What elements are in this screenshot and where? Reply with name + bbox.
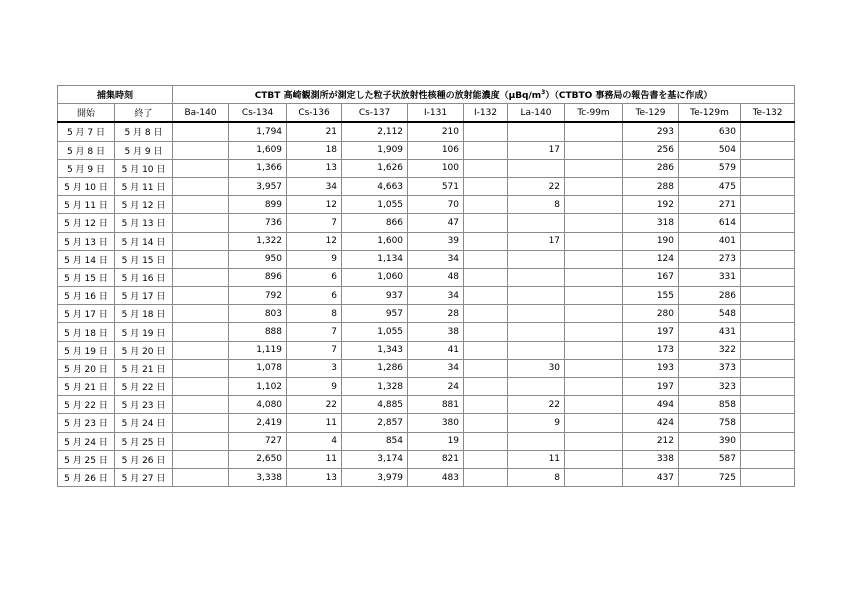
value-cell: 11	[508, 450, 565, 468]
value-cell: 736	[229, 214, 287, 232]
value-cell	[565, 414, 623, 432]
value-cell	[173, 141, 229, 159]
value-cell: 1,102	[229, 378, 287, 396]
value-cell	[173, 450, 229, 468]
value-cell: 1,328	[342, 378, 408, 396]
value-cell: 48	[408, 268, 464, 286]
value-cell	[173, 122, 229, 141]
value-cell: 4,885	[342, 396, 408, 414]
value-cell: 18	[287, 141, 342, 159]
value-cell	[464, 323, 508, 341]
value-cell: 34	[408, 250, 464, 268]
value-cell: 373	[679, 359, 741, 377]
value-cell: 106	[408, 141, 464, 159]
date-cell: 5 月 21 日	[115, 359, 173, 377]
value-cell: 630	[679, 122, 741, 141]
value-cell: 401	[679, 232, 741, 250]
column-header: Te-132	[741, 104, 795, 123]
radioactivity-table	[57, 85, 795, 487]
value-cell: 331	[679, 268, 741, 286]
date-cell: 5 月 13 日	[58, 232, 115, 250]
value-cell: 1,322	[229, 232, 287, 250]
value-cell	[464, 214, 508, 232]
date-cell: 5 月 16 日	[58, 287, 115, 305]
value-cell	[173, 287, 229, 305]
date-cell: 5 月 22 日	[115, 378, 173, 396]
table-row	[58, 122, 795, 141]
date-cell: 5 月 12 日	[58, 214, 115, 232]
value-cell	[508, 378, 565, 396]
table-row	[58, 378, 795, 396]
value-cell	[741, 159, 795, 177]
value-cell: 338	[623, 450, 679, 468]
table-row	[58, 214, 795, 232]
table-body	[58, 122, 795, 486]
value-cell: 792	[229, 287, 287, 305]
value-cell	[741, 359, 795, 377]
value-cell: 4	[287, 432, 342, 450]
value-cell	[741, 141, 795, 159]
value-cell: 1,609	[229, 141, 287, 159]
value-cell	[565, 250, 623, 268]
column-header: Te-129m	[679, 104, 741, 123]
value-cell: 821	[408, 450, 464, 468]
value-cell	[565, 177, 623, 195]
value-cell: 475	[679, 177, 741, 195]
value-cell: 155	[623, 287, 679, 305]
value-cell	[741, 177, 795, 195]
value-cell: 504	[679, 141, 741, 159]
value-cell: 22	[508, 396, 565, 414]
value-cell: 725	[679, 468, 741, 486]
value-cell: 380	[408, 414, 464, 432]
column-header: Te-129	[623, 104, 679, 123]
value-cell: 21	[287, 122, 342, 141]
value-cell: 173	[623, 341, 679, 359]
value-cell: 431	[679, 323, 741, 341]
value-cell	[565, 287, 623, 305]
value-cell	[741, 378, 795, 396]
value-cell	[464, 378, 508, 396]
value-cell	[173, 432, 229, 450]
value-cell: 4,080	[229, 396, 287, 414]
column-header: Cs-137	[342, 104, 408, 123]
table-row	[58, 341, 795, 359]
value-cell: 896	[229, 268, 287, 286]
value-cell	[565, 268, 623, 286]
value-cell: 17	[508, 232, 565, 250]
value-cell: 271	[679, 196, 741, 214]
value-cell: 3,174	[342, 450, 408, 468]
value-cell	[565, 378, 623, 396]
value-cell: 167	[623, 268, 679, 286]
value-cell	[565, 305, 623, 323]
value-cell	[173, 468, 229, 486]
column-header: 開始	[58, 104, 115, 123]
value-cell	[508, 214, 565, 232]
value-cell: 858	[679, 396, 741, 414]
value-cell: 273	[679, 250, 741, 268]
column-header: 終了	[115, 104, 173, 123]
value-cell	[741, 287, 795, 305]
table-row	[58, 468, 795, 486]
column-header: Tc-99m	[565, 104, 623, 123]
value-cell	[464, 287, 508, 305]
value-cell: 424	[623, 414, 679, 432]
value-cell: 2,857	[342, 414, 408, 432]
value-cell: 1,078	[229, 359, 287, 377]
value-cell	[173, 378, 229, 396]
value-cell: 1,343	[342, 341, 408, 359]
value-cell: 1,366	[229, 159, 287, 177]
value-cell: 758	[679, 414, 741, 432]
value-cell: 322	[679, 341, 741, 359]
value-cell	[565, 141, 623, 159]
value-cell	[464, 341, 508, 359]
value-cell: 11	[287, 414, 342, 432]
value-cell: 22	[508, 177, 565, 195]
value-cell: 24	[408, 378, 464, 396]
value-cell: 190	[623, 232, 679, 250]
value-cell	[741, 450, 795, 468]
column-header: I-132	[464, 104, 508, 123]
value-cell	[173, 359, 229, 377]
table-row	[58, 414, 795, 432]
value-cell: 3,979	[342, 468, 408, 486]
date-cell: 5 月 11 日	[115, 177, 173, 195]
value-cell: 571	[408, 177, 464, 195]
date-cell: 5 月 8 日	[115, 122, 173, 141]
value-cell: 124	[623, 250, 679, 268]
table-row	[58, 232, 795, 250]
value-cell: 210	[408, 122, 464, 141]
table-row	[58, 359, 795, 377]
value-cell: 30	[508, 359, 565, 377]
table-row	[58, 268, 795, 286]
value-cell: 6	[287, 287, 342, 305]
date-cell: 5 月 27 日	[115, 468, 173, 486]
date-cell: 5 月 24 日	[58, 432, 115, 450]
value-cell	[508, 341, 565, 359]
value-cell: 727	[229, 432, 287, 450]
value-cell	[508, 323, 565, 341]
value-cell: 22	[287, 396, 342, 414]
value-cell: 579	[679, 159, 741, 177]
date-cell: 5 月 25 日	[115, 432, 173, 450]
value-cell: 1,626	[342, 159, 408, 177]
value-cell	[565, 450, 623, 468]
value-cell	[741, 232, 795, 250]
value-cell: 866	[342, 214, 408, 232]
value-cell: 2,419	[229, 414, 287, 432]
value-cell	[565, 341, 623, 359]
value-cell: 548	[679, 305, 741, 323]
value-cell: 70	[408, 196, 464, 214]
value-cell: 1,134	[342, 250, 408, 268]
value-cell: 803	[229, 305, 287, 323]
value-cell	[464, 122, 508, 141]
value-cell: 288	[623, 177, 679, 195]
value-cell: 197	[623, 378, 679, 396]
date-cell: 5 月 14 日	[58, 250, 115, 268]
date-cell: 5 月 16 日	[115, 268, 173, 286]
value-cell: 7	[287, 341, 342, 359]
value-cell	[464, 159, 508, 177]
value-cell	[508, 159, 565, 177]
value-cell	[464, 177, 508, 195]
value-cell: 854	[342, 432, 408, 450]
value-cell: 13	[287, 468, 342, 486]
value-cell: 1,794	[229, 122, 287, 141]
value-cell	[741, 432, 795, 450]
collection-time-header: 捕集時刻	[58, 86, 173, 104]
value-cell	[464, 396, 508, 414]
value-cell	[464, 359, 508, 377]
value-cell: 280	[623, 305, 679, 323]
value-cell	[565, 122, 623, 141]
value-cell: 9	[287, 250, 342, 268]
value-cell: 3,957	[229, 177, 287, 195]
value-cell: 286	[623, 159, 679, 177]
value-cell: 9	[508, 414, 565, 432]
value-cell	[173, 159, 229, 177]
value-cell: 483	[408, 468, 464, 486]
date-cell: 5 月 15 日	[58, 268, 115, 286]
table-row	[58, 305, 795, 323]
value-cell: 286	[679, 287, 741, 305]
value-cell	[508, 268, 565, 286]
value-cell: 587	[679, 450, 741, 468]
value-cell	[464, 141, 508, 159]
date-cell: 5 月 23 日	[115, 396, 173, 414]
value-cell	[741, 214, 795, 232]
value-cell	[173, 177, 229, 195]
value-cell	[464, 232, 508, 250]
value-cell: 193	[623, 359, 679, 377]
date-cell: 5 月 7 日	[58, 122, 115, 141]
value-cell: 11	[287, 450, 342, 468]
value-cell	[565, 232, 623, 250]
value-cell	[565, 468, 623, 486]
value-cell: 3,338	[229, 468, 287, 486]
value-cell: 1,055	[342, 196, 408, 214]
value-cell	[565, 196, 623, 214]
value-cell	[464, 414, 508, 432]
value-cell	[565, 214, 623, 232]
table-row	[58, 159, 795, 177]
date-cell: 5 月 25 日	[58, 450, 115, 468]
value-cell: 1,119	[229, 341, 287, 359]
value-cell: 3	[287, 359, 342, 377]
value-cell	[741, 323, 795, 341]
value-cell	[173, 414, 229, 432]
table-row	[58, 323, 795, 341]
table-row	[58, 141, 795, 159]
date-cell: 5 月 17 日	[58, 305, 115, 323]
value-cell: 1,286	[342, 359, 408, 377]
date-cell: 5 月 22 日	[58, 396, 115, 414]
column-header: I-131	[408, 104, 464, 123]
value-cell	[173, 196, 229, 214]
value-cell	[741, 396, 795, 414]
value-cell: 13	[287, 159, 342, 177]
value-cell: 19	[408, 432, 464, 450]
value-cell	[741, 414, 795, 432]
date-cell: 5 月 20 日	[58, 359, 115, 377]
column-header: La-140	[508, 104, 565, 123]
value-cell: 437	[623, 468, 679, 486]
value-cell: 4,663	[342, 177, 408, 195]
value-cell: 950	[229, 250, 287, 268]
value-cell	[741, 468, 795, 486]
value-cell: 1,055	[342, 323, 408, 341]
date-cell: 5 月 10 日	[58, 177, 115, 195]
value-cell: 34	[408, 359, 464, 377]
value-cell	[464, 250, 508, 268]
value-cell: 256	[623, 141, 679, 159]
value-cell: 494	[623, 396, 679, 414]
table-row	[58, 196, 795, 214]
value-cell: 881	[408, 396, 464, 414]
date-cell: 5 月 8 日	[58, 141, 115, 159]
value-cell: 7	[287, 323, 342, 341]
value-cell	[565, 359, 623, 377]
value-cell	[565, 323, 623, 341]
value-cell: 41	[408, 341, 464, 359]
date-cell: 5 月 23 日	[58, 414, 115, 432]
value-cell: 323	[679, 378, 741, 396]
value-cell: 888	[229, 323, 287, 341]
value-cell	[464, 432, 508, 450]
value-cell: 8	[508, 468, 565, 486]
column-header: Cs-136	[287, 104, 342, 123]
value-cell: 100	[408, 159, 464, 177]
value-cell	[741, 341, 795, 359]
date-cell: 5 月 24 日	[115, 414, 173, 432]
value-cell: 38	[408, 323, 464, 341]
value-cell	[173, 341, 229, 359]
date-cell: 5 月 9 日	[115, 141, 173, 159]
value-cell	[741, 250, 795, 268]
date-cell: 5 月 9 日	[58, 159, 115, 177]
value-cell	[741, 196, 795, 214]
value-cell	[173, 250, 229, 268]
table-row	[58, 250, 795, 268]
value-cell	[173, 323, 229, 341]
value-cell: 8	[508, 196, 565, 214]
table-row	[58, 177, 795, 195]
date-cell: 5 月 20 日	[115, 341, 173, 359]
header-row-title	[58, 86, 795, 104]
column-header: Ba-140	[173, 104, 229, 123]
value-cell: 8	[287, 305, 342, 323]
value-cell	[508, 287, 565, 305]
date-cell: 5 月 13 日	[115, 214, 173, 232]
date-cell: 5 月 17 日	[115, 287, 173, 305]
date-cell: 5 月 26 日	[115, 450, 173, 468]
value-cell: 34	[408, 287, 464, 305]
value-cell: 957	[342, 305, 408, 323]
value-cell: 6	[287, 268, 342, 286]
value-cell	[508, 305, 565, 323]
value-cell: 39	[408, 232, 464, 250]
value-cell	[508, 122, 565, 141]
value-cell: 1,060	[342, 268, 408, 286]
date-cell: 5 月 18 日	[58, 323, 115, 341]
value-cell	[464, 450, 508, 468]
value-cell	[464, 468, 508, 486]
value-cell: 2,112	[342, 122, 408, 141]
value-cell	[173, 232, 229, 250]
value-cell: 12	[287, 232, 342, 250]
value-cell: 28	[408, 305, 464, 323]
column-header-row	[58, 104, 795, 123]
value-cell	[464, 196, 508, 214]
value-cell	[565, 396, 623, 414]
value-cell	[508, 250, 565, 268]
value-cell	[741, 268, 795, 286]
column-header: Cs-134	[229, 104, 287, 123]
value-cell: 293	[623, 122, 679, 141]
value-cell	[565, 159, 623, 177]
value-cell: 47	[408, 214, 464, 232]
value-cell: 390	[679, 432, 741, 450]
value-cell: 212	[623, 432, 679, 450]
date-cell: 5 月 14 日	[115, 232, 173, 250]
value-cell	[565, 432, 623, 450]
value-cell	[173, 396, 229, 414]
value-cell	[173, 305, 229, 323]
value-cell: 7	[287, 214, 342, 232]
value-cell	[508, 432, 565, 450]
table-title: CTBT 高崎観測所が測定した粒子状放射性核種の放射能濃度$(\mu Bq/m^3)(CTBTO$ 事務局の報告書を基に作成）	[173, 86, 795, 104]
value-cell: 9	[287, 378, 342, 396]
value-cell: 1,600	[342, 232, 408, 250]
value-cell: 34	[287, 177, 342, 195]
value-cell: 192	[623, 196, 679, 214]
value-cell	[464, 268, 508, 286]
value-cell: 899	[229, 196, 287, 214]
date-cell: 5 月 18 日	[115, 305, 173, 323]
value-cell	[741, 305, 795, 323]
date-cell: 5 月 11 日	[58, 196, 115, 214]
date-cell: 5 月 19 日	[115, 323, 173, 341]
value-cell	[173, 214, 229, 232]
table-row	[58, 450, 795, 468]
table-row	[58, 287, 795, 305]
value-cell: 937	[342, 287, 408, 305]
value-cell	[464, 305, 508, 323]
date-cell: 5 月 10 日	[115, 159, 173, 177]
date-cell: 5 月 21 日	[58, 378, 115, 396]
date-cell: 5 月 26 日	[58, 468, 115, 486]
value-cell: 614	[679, 214, 741, 232]
value-cell: 12	[287, 196, 342, 214]
value-cell: 318	[623, 214, 679, 232]
date-cell: 5 月 19 日	[58, 341, 115, 359]
value-cell: 17	[508, 141, 565, 159]
value-cell: 2,650	[229, 450, 287, 468]
value-cell: 197	[623, 323, 679, 341]
value-cell	[173, 268, 229, 286]
value-cell: 1,909	[342, 141, 408, 159]
table-row	[58, 396, 795, 414]
date-cell: 5 月 15 日	[115, 250, 173, 268]
table-row	[58, 432, 795, 450]
value-cell	[741, 122, 795, 141]
date-cell: 5 月 12 日	[115, 196, 173, 214]
